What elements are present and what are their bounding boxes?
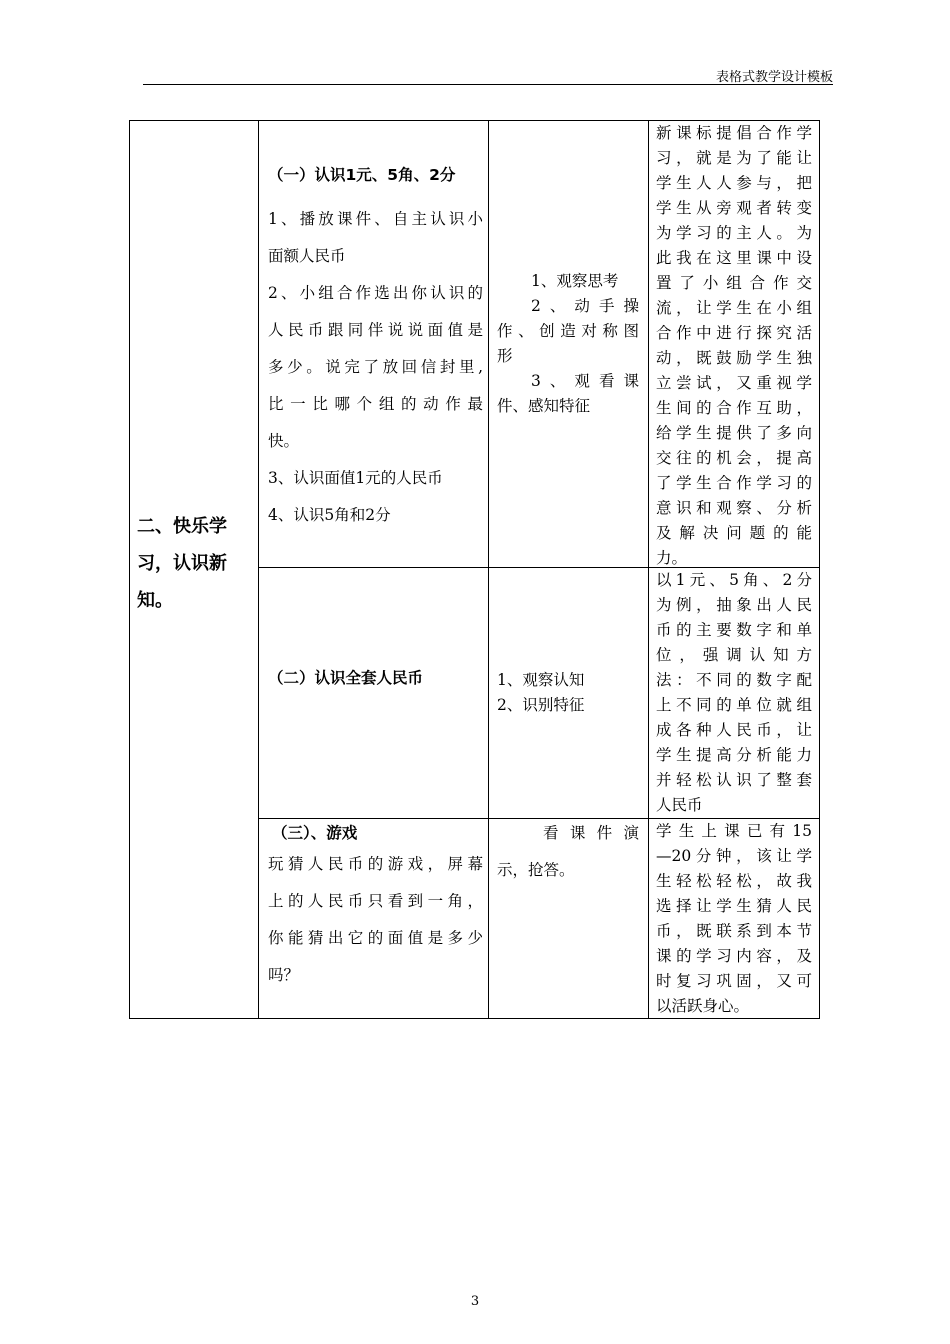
intent-line: 并轻松认识了整套	[656, 771, 812, 789]
intent-line: 给学生提供了多向	[656, 424, 812, 442]
intent-line: 以活跃身心。	[656, 997, 750, 1015]
activity-line: 示，抢答。	[497, 861, 575, 879]
row3-design-intent	[656, 819, 812, 1019]
intent-line: 学生从旁观者转变	[656, 199, 812, 217]
row3-content	[268, 846, 483, 994]
row2-student-activity	[497, 668, 639, 718]
intent-line: 习，就是为了能让	[656, 149, 812, 167]
intent-line: 及解决问题的能	[656, 524, 812, 542]
row1-content	[268, 201, 483, 534]
intent-line: 此我在这里课中设	[656, 249, 812, 267]
activity-line: 2、动手操	[531, 297, 639, 315]
intent-line: 合作中进行探究活	[656, 324, 812, 342]
content-line: 多少。说完了放回信封里,	[268, 358, 483, 376]
intent-line: 以1元、5角、2分	[656, 571, 812, 589]
intent-line: 新课标提倡合作学	[656, 124, 812, 142]
intent-line: 上不同的单位就组	[656, 696, 812, 714]
content-line: 玩猜人民币的游戏，屏幕	[268, 855, 483, 873]
intent-line: 学生提高分析能力	[656, 746, 812, 764]
intent-line: 置了小组合作交	[656, 274, 812, 292]
row1-design-intent	[656, 121, 812, 571]
intent-line: 成各种人民币，让	[656, 721, 812, 739]
intent-line: 为例，抽象出人民	[656, 596, 812, 614]
content-line: 人民币跟同伴说说面值是	[268, 321, 483, 339]
intent-line: 力。	[656, 549, 688, 567]
content-line: 吗？	[268, 966, 300, 984]
intent-line: 学生上课已有15	[656, 822, 812, 840]
row3-student-activity	[497, 815, 639, 889]
header-rule	[143, 84, 833, 85]
intent-line: 动，既鼓励学生独	[656, 349, 812, 367]
intent-line: —20分钟，该让学	[656, 847, 812, 865]
content-line: 1、播放课件、自主认识小	[268, 210, 483, 228]
content-line: 快。	[268, 432, 300, 450]
intent-line: 选择让学生猜人民	[656, 897, 812, 915]
content-line: 你能猜出它的面值是多少	[268, 929, 483, 947]
row1-heading: （一）认识1元、5角、2分	[268, 166, 456, 184]
activity-line: 2、识别特征	[497, 696, 585, 714]
intent-line: 流，让学生在小组	[656, 299, 812, 317]
content-line: 上的人民币只看到一角，	[268, 892, 483, 910]
stage-title: 二、快乐学习，认识新知。	[137, 516, 227, 611]
page-number: 3	[470, 1294, 480, 1309]
activity-line: 1、观察认知	[497, 671, 585, 689]
intent-line: 学生人人参与，把	[656, 174, 812, 192]
content-line: 3、认识面值1元的人民币	[268, 469, 443, 487]
intent-line: 币，既联系到本节	[656, 922, 812, 940]
activity-line: 3、观看课	[531, 372, 639, 390]
intent-line: 人民币	[656, 796, 703, 814]
intent-line: 生间的合作互助，	[656, 399, 812, 417]
intent-line: 位，强调认知方	[656, 646, 812, 664]
row2-heading: （二）认识全套人民币	[268, 669, 424, 687]
intent-line: 交往的机会，提高	[656, 449, 812, 467]
intent-line: 立尝试，又重视学	[656, 374, 812, 392]
activity-line: 件、感知特征	[497, 397, 591, 415]
activity-line: 看课件演	[543, 824, 639, 842]
row2-design-intent	[656, 568, 812, 818]
row1-student-activity	[497, 269, 639, 419]
intent-line: 意识和观察、分析	[656, 499, 812, 517]
content-line: 4、认识5角和2分	[268, 506, 391, 524]
intent-line: 了学生合作学习的	[656, 474, 812, 492]
content-line: 2、小组合作选出你认识的	[268, 284, 483, 302]
intent-line: 生轻松轻松，故我	[656, 872, 812, 890]
col-divider-1	[258, 120, 259, 1018]
col-divider-2	[488, 120, 489, 1018]
activity-line: 作、创造对称图	[497, 322, 639, 340]
intent-line: 时复习巩固，又可	[656, 972, 812, 990]
content-line: 面额人民币	[268, 247, 346, 265]
intent-line: 币的主要数字和单	[656, 621, 812, 639]
intent-line: 课的学习内容，及	[656, 947, 812, 965]
intent-line: 为学习的主人。为	[656, 224, 812, 242]
col-divider-3	[648, 120, 649, 1018]
content-line: 比一比哪个组的动作最	[268, 395, 483, 413]
activity-line: 1、观察思考	[531, 272, 619, 290]
activity-line: 形	[497, 347, 513, 365]
row3-heading: （三）、游戏	[272, 824, 358, 842]
table-left-border	[129, 120, 130, 1018]
intent-line: 法：不同的数字配	[656, 671, 812, 689]
table-right-border	[819, 120, 820, 1018]
header-title: 表格式教学设计模板	[715, 70, 833, 85]
